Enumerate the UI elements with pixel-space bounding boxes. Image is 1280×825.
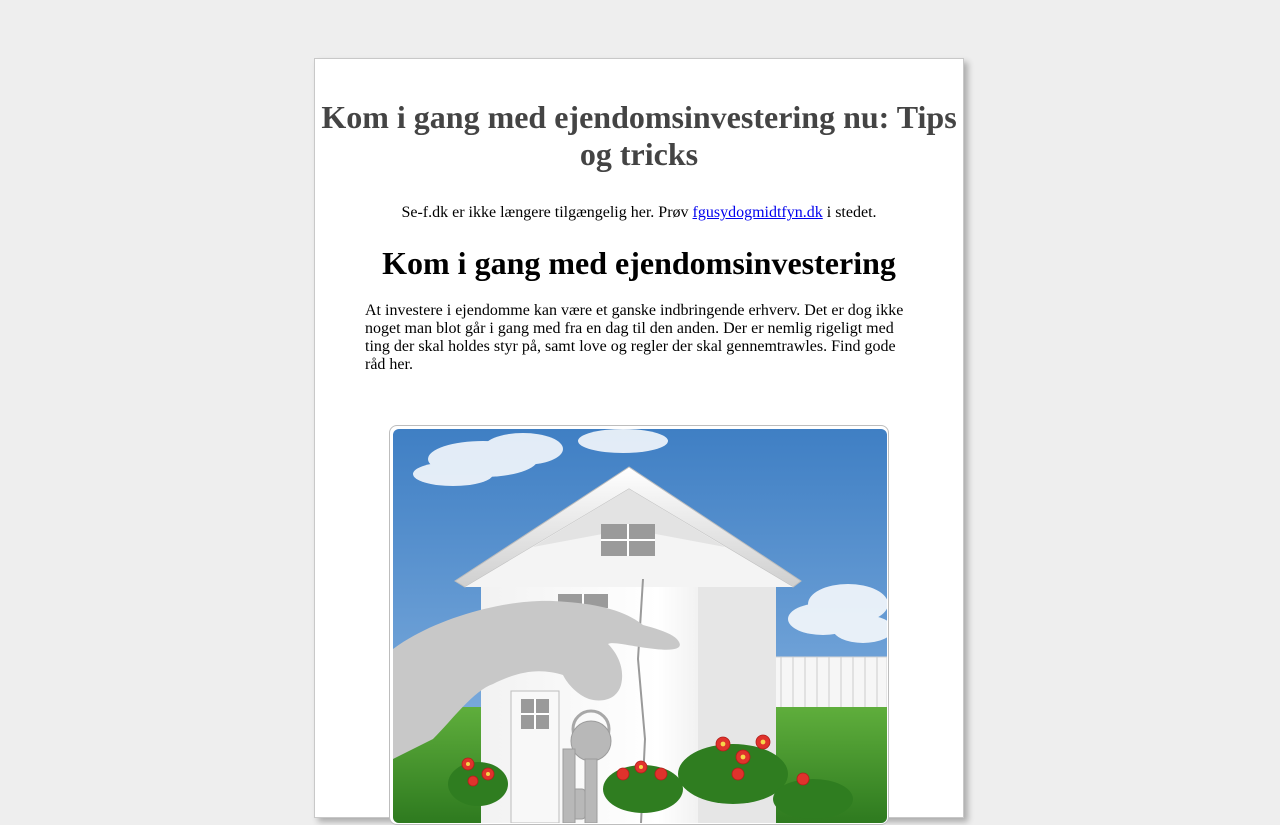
redirect-link[interactable]: fgusydogmidtfyn.dk <box>692 204 823 221</box>
notice-prefix: Se-f.dk er ikke længere tilgængelig her. Prøv <box>401 204 693 221</box>
notice-suffix: i stedet. <box>822 204 877 221</box>
content-page <box>314 58 964 818</box>
article-intro: At investere i ejendomme kan være et ganske indbringende erhverv. Det er dog ikke noget man blot går i gang med fra en dag til den anden. Der er nemlig rigeligt med ting der skal holdes styr på, samt love og regler der skal gennemtrawles. Find gode råd her. <box>365 302 904 373</box>
redirect-notice <box>315 203 963 223</box>
house-image-frame <box>389 425 889 825</box>
house-keys-illustration <box>393 429 887 823</box>
article-title: Kom i gang med ejendomsinvestering <box>382 245 896 281</box>
site-title: Kom i gang med ejendomsinvestering nu: Tips og tricks <box>321 99 957 172</box>
